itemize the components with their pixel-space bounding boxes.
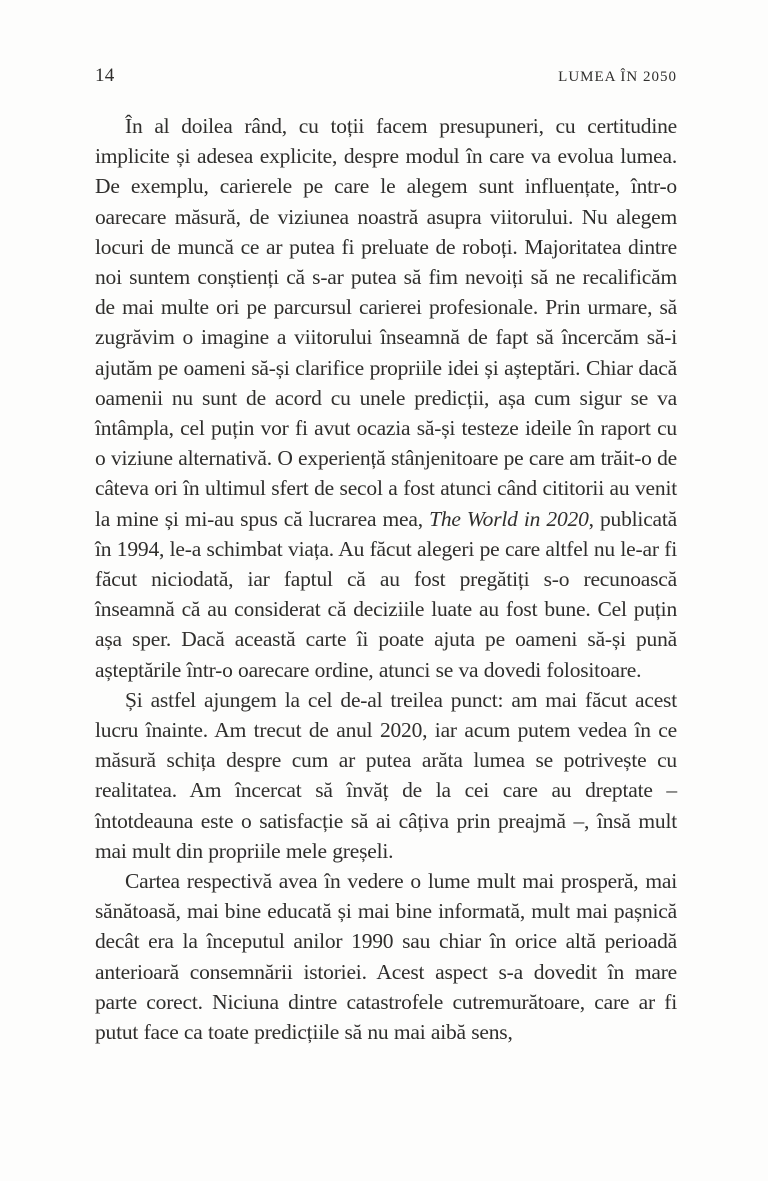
paragraph-1-text-end: , publicată în 1994, le-a schimbat viața. Au făcut alegeri pe care altfel nu le-ar fi făcut niciodată, iar faptul că au fost pregătiți s-o recunoască înseamnă că au considerat că deciziile luate au fost bune. Cel puțin așa sper. Dacă această carte îi poate ajuta pe oameni să-și pună așteptările într-o oarecare ordine, atunci se va dovedi folositoare. <box>95 506 677 682</box>
paragraph-2: Și astfel ajungem la cel de-al treilea punct: am mai făcut acest lucru înainte. Am trecut de anul 2020, iar acum putem vedea în ce măsură schița despre cum ar putea arăta lumea se potrivește cu realitatea. Am încercat să învăț de la cei care au dreptate – întotdeauna este o satisfacție să ai câțiva prin preajmă –, însă mult mai mult din propriile mele greșeli. <box>95 687 677 863</box>
paragraph-1 <box>95 111 677 685</box>
page-number: 14 <box>95 65 115 86</box>
paragraph-3: Cartea respectivă avea în vedere o lume mult mai prosperă, mai sănătoasă, mai bine educată și mai bine informată, mult mai pașnică decât era la începutul anilor 1990 sau chiar în orice altă perioadă anterioară consemnării istoriei. Acest aspect s-a dovedit în mare parte corect. Niciuna dintre catastrofele cutremurătoare, care ar fi putut face ca toate predicțiile să nu mai aibă sens, <box>95 869 677 1045</box>
running-title: LUMEA ÎN 2050 <box>558 69 677 85</box>
book-title-italic: The World in 2020 <box>429 506 589 531</box>
page-header <box>95 66 677 85</box>
body-text <box>95 111 677 1047</box>
paragraph-1-text-start: În al doilea rând, cu toții facem presupuneri, cu certitudine implicite și adesea explicite, despre modul în care va evolua lumea. De exemplu, carierele pe care le alegem sunt influențate, într-o oarecare măsură, de viziunea noastră asupra viitorului. Nu alegem locuri de muncă ce ar putea fi preluate de roboți. Majoritatea dintre noi suntem conștienți că s-ar putea să fim nevoiți să ne recalificăm de mai multe ori pe parcursul carierei profesionale. Prin urmare, să zugrăvim o imagine a viitorului înseamnă de fapt să încercăm să-i ajutăm pe oameni să-și clarifice propriile idei și așteptări. Chiar dacă oamenii nu sunt de acord cu unele predicții, așa cum sigur se va întâmpla, cel puțin vor fi avut ocazia să-și testeze ideile în raport cu o viziune alternativă. O experiență stânjenitoare pe care am trăit-o de câteva ori în ultimul sfert de secol a fost atunci când cititorii au venit la mine și mi-au spus că lucrarea mea, <box>95 114 677 531</box>
